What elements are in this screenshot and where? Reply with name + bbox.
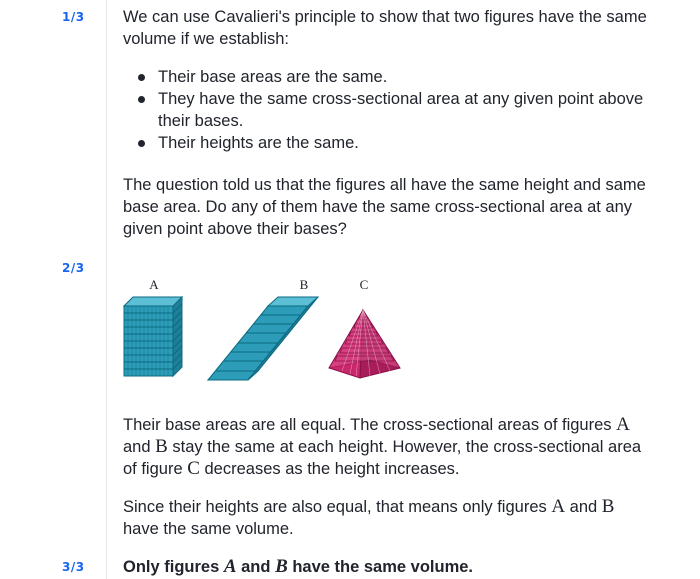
math-var: B (155, 436, 168, 457)
figure-a-prism (124, 297, 182, 376)
list-item: Their heights are the same. (123, 132, 653, 154)
figure-b-oblique-prism (208, 297, 318, 380)
step-number: 2/3 (62, 261, 85, 275)
final-answer (123, 556, 653, 578)
list-item: Their base areas are the same. (123, 66, 653, 88)
text-run: and (565, 498, 602, 516)
question-text: The question told us that the figures all have the same height and same base area. Do any of them have the same cross-sectional area at any given point above their bases? (123, 176, 646, 238)
figure-label-b: B (299, 277, 309, 292)
math-var: B (601, 496, 615, 517)
step-number: 3/3 (62, 560, 85, 574)
condition-list (123, 66, 653, 154)
math-var: B (275, 556, 288, 577)
list-item: They have the same cross-sectional area at any given point above their bases. (123, 88, 653, 132)
text-run: have the same volume. (123, 520, 294, 538)
step-divider (106, 550, 107, 579)
text-run: have the same volume. (287, 558, 473, 576)
text-run: Only figures (123, 558, 224, 576)
step-number: 1/3 (62, 10, 85, 24)
step-content (123, 414, 653, 540)
figure-label-c: C (359, 277, 369, 292)
step-divider (106, 252, 107, 550)
math-var: A (616, 414, 630, 435)
text-run: Their base areas are all equal. The cross-sectional areas of figures (123, 416, 617, 434)
explanation-text (123, 414, 653, 480)
step-content (123, 6, 653, 240)
step-divider (106, 0, 107, 252)
text-run: stay the same at each height. However, the cross-sectional area of figure (123, 438, 642, 478)
math-var: A (551, 496, 566, 517)
text-run: decreases as the height increases. (199, 460, 460, 478)
math-var: C (187, 458, 200, 479)
conclusion-text (123, 496, 653, 540)
math-var: A (223, 556, 237, 577)
intro-text: We can use Cavalieri's principle to show that two figures have the same volume if we establish: (123, 8, 647, 48)
figure-c-pyramid (329, 310, 400, 378)
text-run: Since their heights are also equal, that means only figures (123, 498, 552, 516)
figure-label-a: A (149, 277, 159, 292)
text-run: and (236, 558, 276, 576)
text-run: and (123, 438, 156, 456)
figures-diagram (118, 270, 418, 405)
